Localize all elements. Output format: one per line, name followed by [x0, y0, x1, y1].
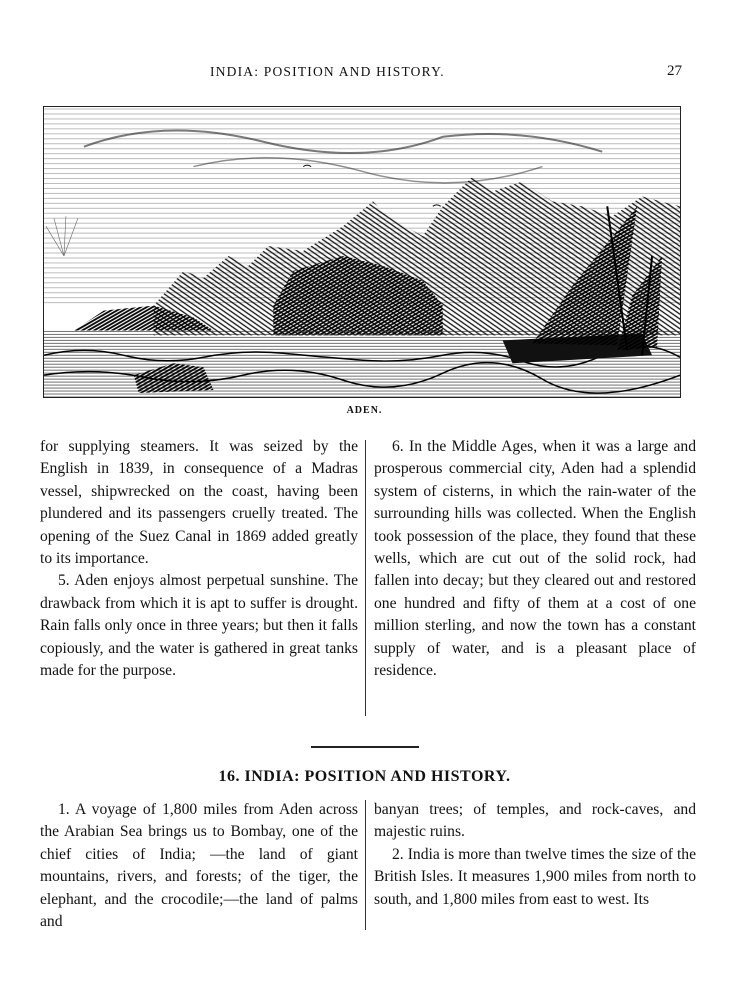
section-divider-rule [311, 746, 419, 748]
lower-left-column [40, 799, 358, 933]
aden-engraving-drawing [44, 107, 680, 397]
column-divider [365, 800, 366, 930]
paragraph: 2. India is more than twelve times the size of the British Isles. It measures 1,900 miles from north to south, and 1,800 miles from east to west. Its [374, 845, 696, 908]
paragraph: 1. A voyage of 1,800 miles from Aden across the Arabian Sea brings us to Bombay, one of the chief cities of India; —the land of giant mountains, rivers, and forests; of the tiger, the elephant, and the crocodile;—the land of palms and [40, 801, 358, 931]
paragraph: for supplying steamers. It was seized by the English in 1839, in consequence of a Madras vessel, shipwrecked on the coast, having been plundered and its passengers cruelly treated. The opening of the Suez Canal in 1869 added greatly to its importance. [40, 438, 358, 568]
page-number: 27 [667, 63, 682, 79]
aden-engraving [43, 106, 681, 398]
running-title: INDIA: POSITION AND HISTORY. [210, 64, 445, 79]
paragraph: banyan trees; of temples, and rock-caves, and majestic ruins. [374, 801, 696, 841]
lower-right-column [374, 799, 696, 911]
column-divider [365, 440, 366, 716]
section-heading: 16. INDIA: POSITION AND HISTORY. [218, 768, 511, 785]
paragraph: 5. Aden enjoys almost perpetual sunshine. The drawback from which it is apt to suffer is drought. Rain falls only once in three years; but then it falls copiously, and the water is gathered in great tanks made for the purpose. [40, 572, 358, 680]
running-header [0, 64, 729, 84]
upper-left-column [40, 436, 358, 682]
upper-right-column [374, 436, 696, 682]
figure-caption: ADEN. [346, 405, 383, 416]
paragraph: 6. In the Middle Ages, when it was a large and prosperous commercial city, Aden had a splendid system of cisterns, in which the rain-water of the surrounding hills was collected. When the English took possession of the place, they found that these wells, which are cut out of the solid rock, had fallen into decay; but they cleared out and restored one hundred and fifty of them at a cost of one million sterling, and now the town has a constant supply of water, and is a pleasant place of residence. [374, 438, 696, 680]
